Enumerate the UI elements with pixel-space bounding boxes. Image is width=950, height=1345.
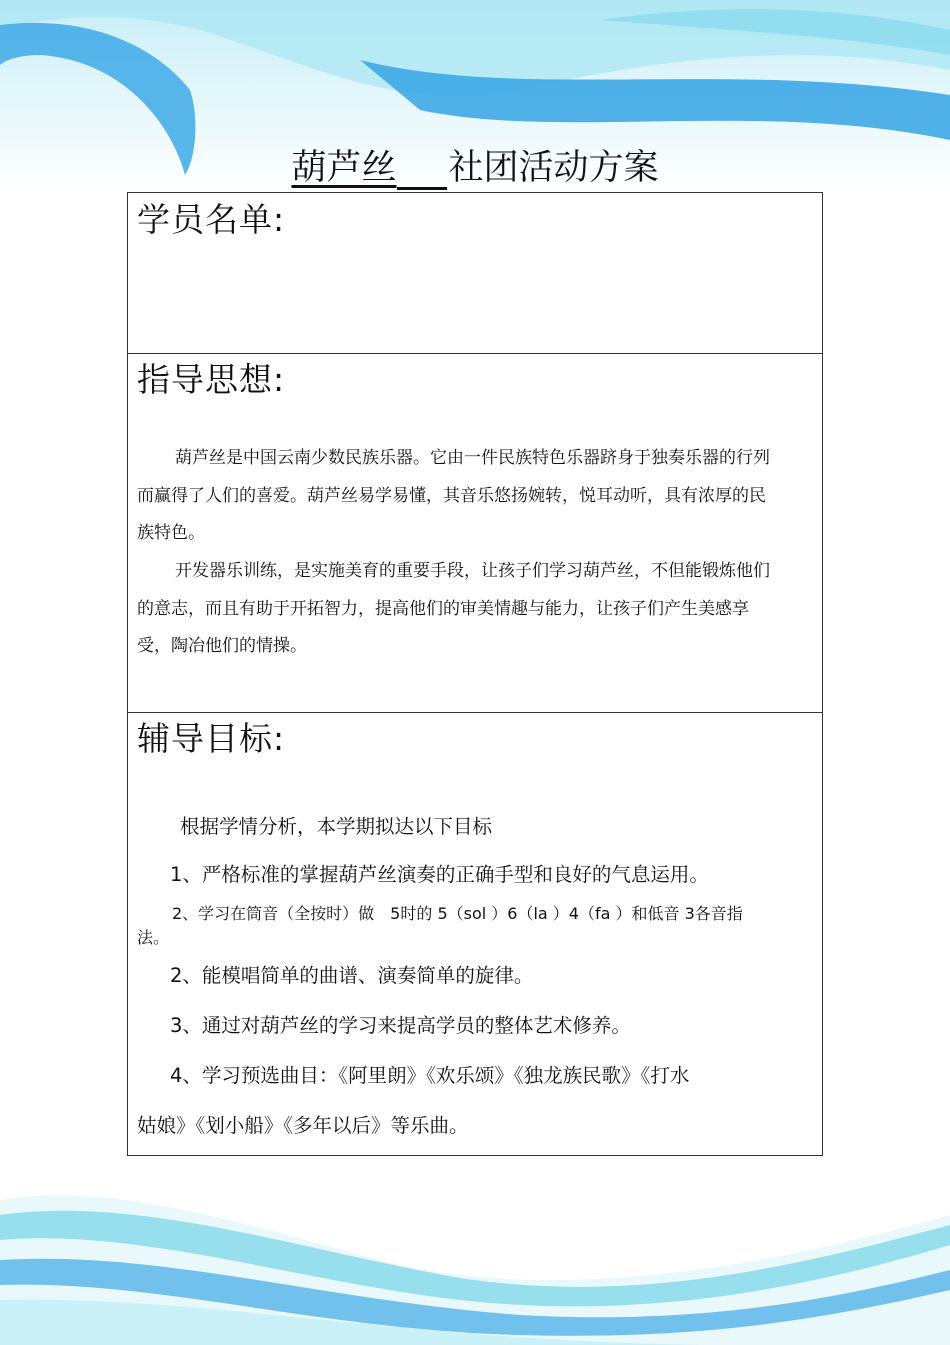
title-club-name: 葫芦丝 [291, 148, 397, 188]
philosophy-section [128, 354, 822, 713]
philosophy-heading: 指导思想: [137, 360, 286, 399]
goals-section [128, 713, 822, 1155]
roster-section [128, 193, 822, 354]
roster-heading: 学员名单: [137, 200, 286, 239]
goal-item-text: 2、学习在筒音（全按时）做 5时的 5（sol ）6（la ）4（fa ）和低音 3各音指 [172, 904, 743, 923]
philosophy-paragraph: 葫芦丝是中国云南少数民族乐器。它由一件民族特色乐器跻身于独奏乐器的行列而赢得了人们的喜爱。葫芦丝易学易懂，其音乐悠扬婉转，悦耳动听，具有浓厚的民族特色。 [137, 448, 770, 543]
goal-item: 3、通过对葫芦丝的学习来提高学员的整体艺术修养。 [170, 1014, 631, 1037]
goal-item: 4、学习预选曲目：《阿里朗》《欢乐颂》《独龙族民歌》《打水 [170, 1064, 690, 1087]
goal-item: 姑娘》《划小船》《多年以后》等乐曲。 [137, 1114, 469, 1137]
goal-item: 2、能模唱简单的曲谱、演奏简单的旋律。 [170, 964, 534, 987]
plan-table [127, 192, 823, 1156]
goal-item-continuation: 法。 [137, 928, 170, 947]
title-blank-underline [397, 153, 447, 190]
goal-item [137, 902, 812, 950]
philosophy-paragraph: 开发器乐训练，是实施美育的重要手段，让孩子们学习葫芦丝，不但能锻炼他们的意志，而且有助于开拓智力，提高他们的审美情趣与能力，让孩子们产生美感享受，陶冶他们的情操。 [137, 561, 770, 656]
goals-intro: 根据学情分析，本学期拟达以下目标 [180, 815, 493, 838]
document-title [0, 146, 950, 190]
goals-heading: 辅导目标: [137, 719, 286, 758]
title-suffix: 社团活动方案 [448, 148, 659, 188]
goal-item: 1、严格标准的掌握葫芦丝演奏的正确手型和良好的气息运用。 [170, 863, 709, 886]
